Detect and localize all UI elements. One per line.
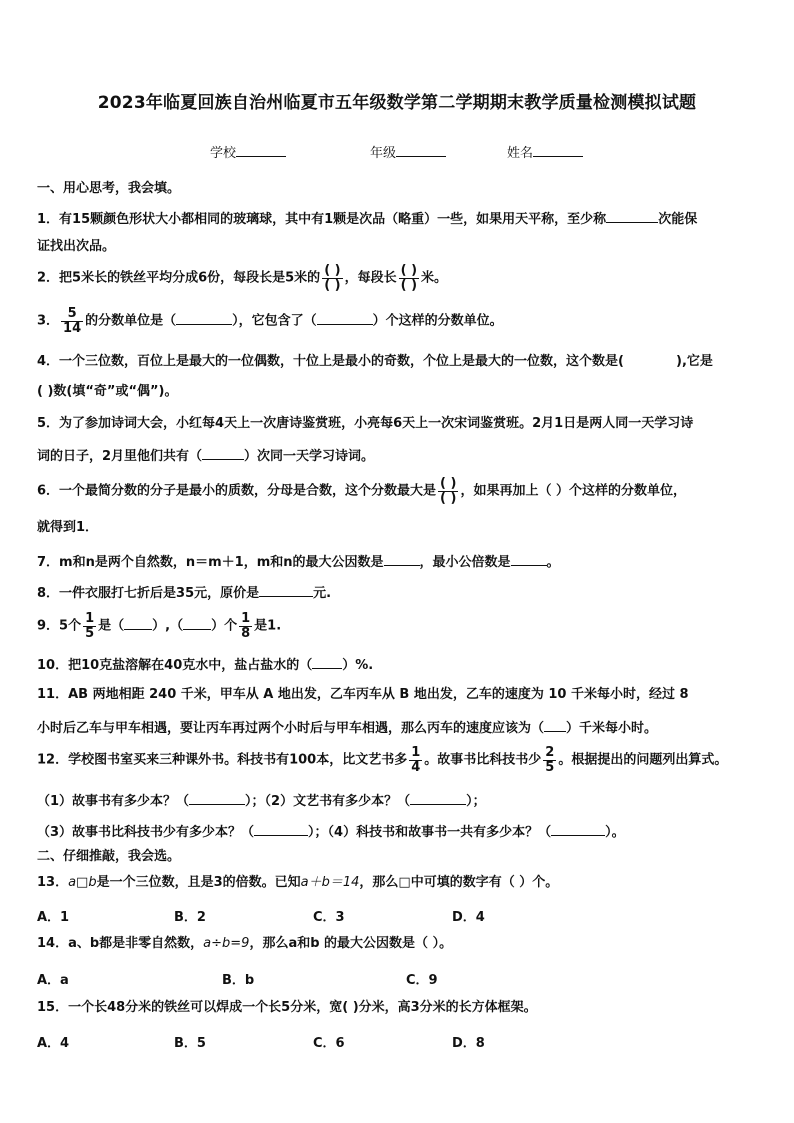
- question-11-line2: [37, 719, 657, 735]
- q12-fraction-2: [543, 746, 556, 774]
- q12-sub2-end: ）；: [466, 794, 486, 809]
- q6-frac-den: ( ): [440, 490, 457, 506]
- q9-frac1-num: 1: [85, 611, 95, 626]
- q1-text-b: 次能保: [658, 212, 698, 227]
- q3-blank-2[interactable]: [317, 312, 373, 325]
- section2-heading: 二、仔细推敲，我会选。: [37, 849, 181, 864]
- question-1-line1: [37, 210, 697, 226]
- grade-field: [370, 142, 446, 161]
- q6-text-b: ，如果再加上（ ）个这样的分数单位，: [460, 483, 686, 499]
- q9-fraction-2: [239, 612, 252, 640]
- question-12: [37, 746, 727, 774]
- q12-text-c: 。根据提出的问题列出算式。: [558, 752, 728, 768]
- question-5-line1: 5．为了参加诗词大会，小红每4天上一次唐诗鉴赏班，小亮每6天上一次宋词鉴赏班。2月1日是两人同一天学习诗: [37, 416, 694, 431]
- question-12-sub-1-2: [37, 792, 486, 808]
- q15-option-b[interactable]: B．5: [174, 1036, 206, 1051]
- question-15: 15．一个长48分米的铁丝可以焊成一个长5分米，宽( )分米，高3分米的长方体框架。: [37, 1000, 537, 1015]
- q5-blank[interactable]: [202, 447, 244, 460]
- grade-blank[interactable]: [396, 143, 446, 157]
- question-3: [37, 307, 503, 335]
- school-label: 学校: [210, 146, 237, 161]
- name-label: 姓名: [507, 146, 534, 161]
- q3-text-c: ）个这样的分数单位。: [372, 313, 503, 329]
- question-4-line2: ( )数(填“奇”或“偶”)。: [37, 384, 178, 399]
- q9-text-c: ）,（: [152, 618, 184, 634]
- q9-text-a: 9．5个: [37, 618, 82, 634]
- q12-sub1-blank[interactable]: [189, 792, 245, 805]
- q8-text-a: 8．一件衣服打七折后是35元，原价是: [37, 586, 260, 601]
- q2-text-a: 2．把5米长的铁丝平均分成6份，每段长是5米的: [37, 270, 321, 286]
- q12-sub3-text: （3）故事书比科技书少有多少本？（: [37, 825, 255, 840]
- q10-text-b: ）%.: [342, 658, 374, 673]
- q12-sub4-text: ）；（4）科技书和故事书一共有多少本？（: [308, 825, 552, 840]
- question-14: [37, 937, 452, 950]
- q2-text-b: ，每段长: [344, 270, 397, 286]
- q12-sub2-blank[interactable]: [410, 792, 466, 805]
- q6-text-a: 6．一个最简分数的分子是最小的质数，分母是合数，这个分数最大是: [37, 483, 437, 499]
- q12-text-a: 12．学校图书室买来三种课外书。科技书有100本，比文艺书多: [37, 752, 408, 768]
- question-2: [37, 264, 447, 292]
- q12-text-b: 。故事书比科技书少: [424, 752, 542, 768]
- q3-text-a: 的分数单位是（: [85, 313, 177, 329]
- q12-fraction-1: [409, 746, 422, 774]
- q8-text-b: 元.: [313, 586, 332, 601]
- q13-text-b: ，那么□中可填的数字有（ ）个。: [359, 875, 559, 890]
- q14-text-a: 14．a、b都是非零自然数，: [37, 936, 204, 951]
- q3-blank-1[interactable]: [176, 312, 232, 325]
- q14-option-a[interactable]: A．a: [37, 973, 69, 988]
- q13-text-a: 是一个三位数，且是3的倍数。已知: [96, 875, 301, 890]
- q2-fraction-blank-1[interactable]: [322, 264, 342, 292]
- name-field: [507, 142, 583, 161]
- q12-sub3-blank[interactable]: [254, 823, 308, 836]
- q10-text-a: 10．把10克盐溶解在40克水中，盐占盐水的（: [37, 658, 313, 673]
- question-11-line1: 11．AB 两地相距 240 千米，甲车从 A 地出发，乙车丙车从 B 地出发，乙车的速度为 10 千米每小时，经过 8: [37, 687, 689, 702]
- question-13: [37, 876, 558, 889]
- q7-text-a: 7．m和n是两个自然数，n＝m＋1，m和n的最大公因数是: [37, 555, 384, 570]
- q3-frac-num: 5: [61, 307, 83, 322]
- q3-frac-den: 14: [63, 320, 82, 336]
- section1-heading: 一、用心思考，我会填。: [37, 181, 181, 196]
- question-10: [37, 656, 373, 672]
- school-field: [210, 142, 286, 161]
- q13-expression: a□b: [68, 875, 97, 890]
- school-blank[interactable]: [236, 143, 286, 157]
- question-4-line1: [37, 355, 713, 368]
- q12-sub2-text: ）；（2）文艺书有多少本？（: [245, 794, 411, 809]
- question-7: [37, 553, 560, 569]
- q14-option-c[interactable]: C．9: [406, 973, 438, 988]
- q4-text-a: 4．一个三位数，百位上是最大的一位偶数，十位上是最小的奇数，个位上是最大的一位数，这个数是(: [37, 354, 624, 369]
- q13-option-c[interactable]: C．3: [313, 910, 345, 925]
- q12-frac2-den: 5: [545, 759, 555, 775]
- q9-text-e: 是1.: [254, 618, 282, 634]
- question-8: [37, 584, 331, 600]
- grade-label: 年级: [370, 146, 397, 161]
- q9-frac1-den: 5: [85, 625, 95, 641]
- q2-fraction-blank-2[interactable]: [399, 264, 419, 292]
- q11-text-b: 小时后乙车与甲车相遇，要让丙车再过两个小时后与甲车相遇，那么丙车的速度应该为（: [37, 721, 545, 736]
- q15-option-a[interactable]: A．4: [37, 1036, 70, 1051]
- q9-frac2-den: 8: [241, 625, 251, 641]
- q12-frac2-num: 2: [545, 745, 555, 760]
- question-12-sub-3-4: [37, 823, 625, 839]
- q8-blank[interactable]: [259, 584, 313, 597]
- q15-option-c[interactable]: C．6: [313, 1036, 345, 1051]
- q11-text-c: ）千米每小时。: [566, 721, 658, 736]
- q3-text-b: ），它包含了（: [232, 313, 317, 329]
- q4-text-b: ),它是: [676, 354, 713, 369]
- page-title: 2023年临夏回族自治州临夏市五年级数学第二学期期末教学质量检测模拟试题: [97, 93, 697, 113]
- q13-option-d[interactable]: D．4: [452, 910, 485, 925]
- question-1-line2: 证找出次品。: [37, 239, 116, 254]
- q2-frac1-den: ( ): [324, 277, 341, 293]
- q7-blank-1[interactable]: [384, 553, 420, 566]
- q10-blank[interactable]: [312, 656, 342, 669]
- q12-sub4-blank[interactable]: [551, 823, 605, 836]
- q7-text-b: ，最小公倍数是: [419, 555, 511, 570]
- q13-number: 13．: [37, 875, 69, 890]
- q1-blank[interactable]: [606, 210, 658, 223]
- q5-text-c: ）次同一天学习诗词。: [244, 449, 375, 464]
- q7-blank-2[interactable]: [511, 553, 547, 566]
- q2-frac2-num: ( ): [400, 263, 418, 278]
- q3-fraction: [61, 307, 83, 335]
- q9-frac2-num: 1: [241, 611, 251, 626]
- q13-equation: a＋b＝14: [300, 875, 360, 890]
- q2-frac1-num: ( ): [324, 263, 341, 278]
- q13-option-b[interactable]: B．2: [174, 910, 206, 925]
- q14-text-b: ，那么a和b 的最大公因数是（ ）。: [249, 936, 453, 951]
- q5-text-b: 词的日子，2月里他们共有（: [37, 449, 203, 464]
- question-6-line1: [37, 477, 686, 505]
- q14-option-b[interactable]: B．b: [222, 973, 255, 988]
- q6-frac-num: ( ): [440, 476, 457, 491]
- q9-blank-2[interactable]: [183, 617, 211, 630]
- q6-fraction-blank[interactable]: [438, 477, 458, 505]
- q9-text-d: ）个: [211, 618, 238, 634]
- q2-text-c: 米。: [421, 270, 448, 286]
- q11-blank[interactable]: [544, 719, 566, 732]
- q1-text-a: 1．有15颗颜色形状大小都相同的玻璃球，其中有1颗是次品（略重）一些，如果用天平称，至少称: [37, 212, 607, 227]
- q9-text-b: 是（: [98, 618, 125, 634]
- q12-frac1-num: 1: [411, 745, 421, 760]
- q15-option-d[interactable]: D．8: [452, 1036, 485, 1051]
- q12-frac1-den: 4: [411, 759, 421, 775]
- q7-text-c: 。: [546, 555, 560, 570]
- q9-fraction-1: [83, 612, 96, 640]
- question-6-line2: 就得到1．: [37, 520, 99, 535]
- q9-blank-1[interactable]: [124, 617, 152, 630]
- q3-number: 3．: [37, 313, 60, 329]
- q12-sub1-text: （1）故事书有多少本？（: [37, 794, 190, 809]
- name-blank[interactable]: [533, 143, 583, 157]
- q2-frac2-den: ( ): [400, 277, 418, 293]
- q14-equation: a÷b=9: [203, 936, 250, 951]
- question-5-line2: [37, 447, 374, 463]
- question-9: [37, 612, 281, 640]
- q13-option-a[interactable]: A．1: [37, 910, 70, 925]
- q12-sub4-end: ）。: [605, 825, 625, 840]
